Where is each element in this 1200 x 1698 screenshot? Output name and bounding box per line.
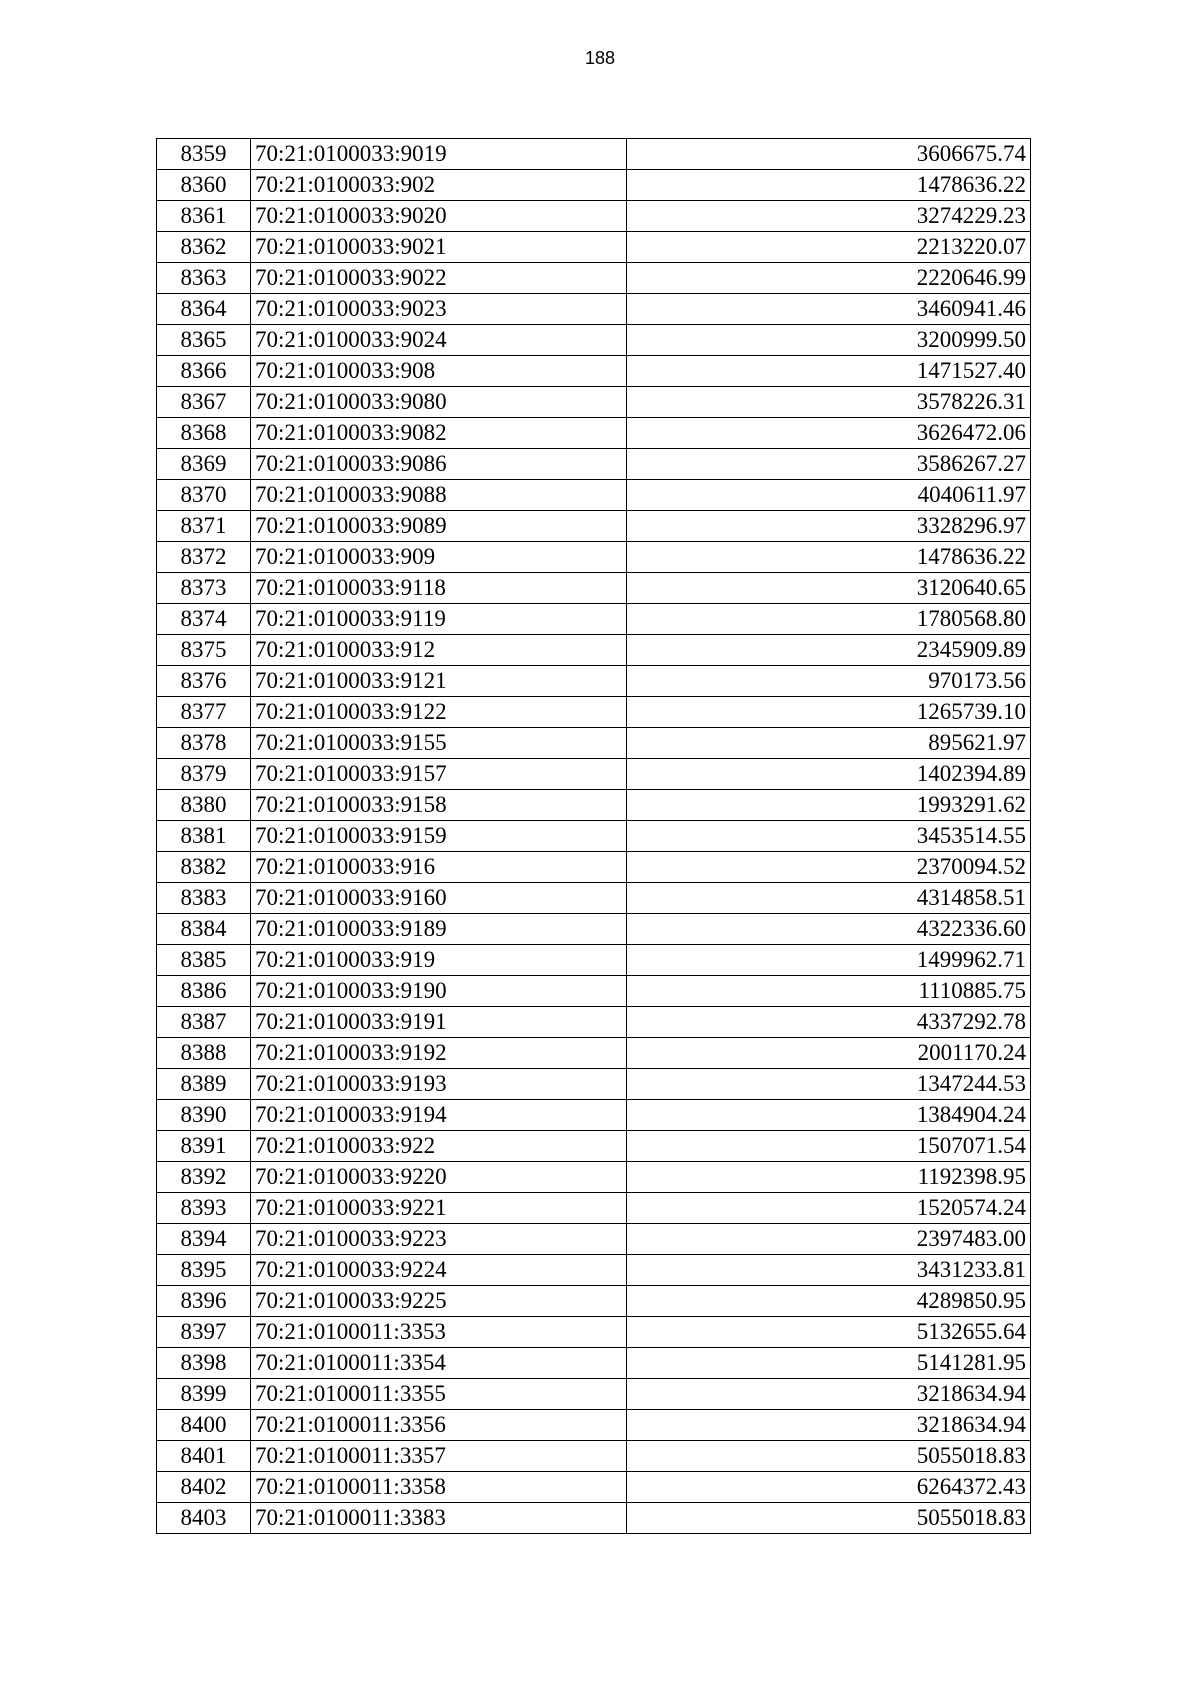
cadastral-number-cell: 70:21:0100033:9158 <box>251 790 627 821</box>
row-number-cell: 8382 <box>157 852 251 883</box>
cadastral-number-cell: 70:21:0100033:902 <box>251 170 627 201</box>
cadastral-number-cell: 70:21:0100033:9191 <box>251 1007 627 1038</box>
row-number-cell: 8369 <box>157 449 251 480</box>
row-number-cell: 8378 <box>157 728 251 759</box>
cadastral-value-cell: 1110885.75 <box>627 976 1031 1007</box>
row-number-cell: 8395 <box>157 1255 251 1286</box>
table-row <box>157 790 1031 821</box>
row-number-cell: 8380 <box>157 790 251 821</box>
row-number-cell: 8362 <box>157 232 251 263</box>
cadastral-value-cell: 4289850.95 <box>627 1286 1031 1317</box>
cadastral-value-cell: 3606675.74 <box>627 139 1031 170</box>
table-row <box>157 1069 1031 1100</box>
table-row <box>157 604 1031 635</box>
table-row <box>157 387 1031 418</box>
row-number-cell: 8387 <box>157 1007 251 1038</box>
cadastral-value-cell: 895621.97 <box>627 728 1031 759</box>
cadastral-number-cell: 70:21:0100033:9155 <box>251 728 627 759</box>
cadastral-number-cell: 70:21:0100033:922 <box>251 1131 627 1162</box>
table-row <box>157 1379 1031 1410</box>
cadastral-number-cell: 70:21:0100033:9019 <box>251 139 627 170</box>
row-number-cell: 8391 <box>157 1131 251 1162</box>
cadastral-value-table <box>156 138 1031 1534</box>
table-row <box>157 1100 1031 1131</box>
cadastral-number-cell: 70:21:0100011:3355 <box>251 1379 627 1410</box>
cadastral-number-cell: 70:21:0100033:9157 <box>251 759 627 790</box>
table-row <box>157 356 1031 387</box>
row-number-cell: 8385 <box>157 945 251 976</box>
table-row <box>157 728 1031 759</box>
cadastral-number-cell: 70:21:0100033:9224 <box>251 1255 627 1286</box>
cadastral-number-cell: 70:21:0100033:9086 <box>251 449 627 480</box>
cadastral-number-cell: 70:21:0100033:919 <box>251 945 627 976</box>
row-number-cell: 8402 <box>157 1472 251 1503</box>
cadastral-value-cell: 1384904.24 <box>627 1100 1031 1131</box>
table-row <box>157 1038 1031 1069</box>
table-row <box>157 201 1031 232</box>
row-number-cell: 8359 <box>157 139 251 170</box>
cadastral-number-cell: 70:21:0100033:9122 <box>251 697 627 728</box>
row-number-cell: 8384 <box>157 914 251 945</box>
row-number-cell: 8367 <box>157 387 251 418</box>
cadastral-value-cell: 3626472.06 <box>627 418 1031 449</box>
table-row <box>157 418 1031 449</box>
table-row <box>157 759 1031 790</box>
row-number-cell: 8394 <box>157 1224 251 1255</box>
cadastral-value-cell: 1507071.54 <box>627 1131 1031 1162</box>
row-number-cell: 8372 <box>157 542 251 573</box>
row-number-cell: 8399 <box>157 1379 251 1410</box>
cadastral-value-cell: 1499962.71 <box>627 945 1031 976</box>
cadastral-value-cell: 1347244.53 <box>627 1069 1031 1100</box>
cadastral-value-cell: 2220646.99 <box>627 263 1031 294</box>
table-row <box>157 914 1031 945</box>
table-row <box>157 1007 1031 1038</box>
row-number-cell: 8401 <box>157 1441 251 1472</box>
table-row <box>157 697 1031 728</box>
cadastral-value-cell: 1993291.62 <box>627 790 1031 821</box>
row-number-cell: 8363 <box>157 263 251 294</box>
cadastral-value-cell: 5055018.83 <box>627 1441 1031 1472</box>
cadastral-number-cell: 70:21:0100033:9193 <box>251 1069 627 1100</box>
cadastral-value-cell: 3453514.55 <box>627 821 1031 852</box>
cadastral-number-cell: 70:21:0100033:9192 <box>251 1038 627 1069</box>
row-number-cell: 8397 <box>157 1317 251 1348</box>
cadastral-number-cell: 70:21:0100033:9118 <box>251 573 627 604</box>
cadastral-number-cell: 70:21:0100033:9223 <box>251 1224 627 1255</box>
row-number-cell: 8403 <box>157 1503 251 1534</box>
row-number-cell: 8379 <box>157 759 251 790</box>
cadastral-value-cell: 1402394.89 <box>627 759 1031 790</box>
cadastral-number-cell: 70:21:0100011:3353 <box>251 1317 627 1348</box>
cadastral-number-cell: 70:21:0100033:9221 <box>251 1193 627 1224</box>
table-row <box>157 883 1031 914</box>
cadastral-number-cell: 70:21:0100033:9194 <box>251 1100 627 1131</box>
cadastral-value-cell: 4337292.78 <box>627 1007 1031 1038</box>
cadastral-value-cell: 3120640.65 <box>627 573 1031 604</box>
table-row <box>157 1441 1031 1472</box>
cadastral-value-cell: 3328296.97 <box>627 511 1031 542</box>
cadastral-number-cell: 70:21:0100033:9021 <box>251 232 627 263</box>
row-number-cell: 8396 <box>157 1286 251 1317</box>
cadastral-number-cell: 70:21:0100033:9121 <box>251 666 627 697</box>
table-row <box>157 821 1031 852</box>
row-number-cell: 8381 <box>157 821 251 852</box>
cadastral-number-cell: 70:21:0100033:9225 <box>251 1286 627 1317</box>
cadastral-value-cell: 1478636.22 <box>627 170 1031 201</box>
row-number-cell: 8376 <box>157 666 251 697</box>
cadastral-value-cell: 2001170.24 <box>627 1038 1031 1069</box>
cadastral-value-cell: 1192398.95 <box>627 1162 1031 1193</box>
table-row <box>157 1255 1031 1286</box>
cadastral-value-cell: 5132655.64 <box>627 1317 1031 1348</box>
row-number-cell: 8392 <box>157 1162 251 1193</box>
cadastral-number-cell: 70:21:0100033:9088 <box>251 480 627 511</box>
row-number-cell: 8361 <box>157 201 251 232</box>
table-row <box>157 1286 1031 1317</box>
table-row <box>157 1317 1031 1348</box>
table-row <box>157 1162 1031 1193</box>
cadastral-number-cell: 70:21:0100033:9020 <box>251 201 627 232</box>
table-row <box>157 1193 1031 1224</box>
table-row <box>157 294 1031 325</box>
cadastral-value-cell: 2345909.89 <box>627 635 1031 666</box>
cadastral-number-cell: 70:21:0100011:3357 <box>251 1441 627 1472</box>
row-number-cell: 8373 <box>157 573 251 604</box>
cadastral-value-cell: 4314858.51 <box>627 883 1031 914</box>
cadastral-number-cell: 70:21:0100033:9189 <box>251 914 627 945</box>
cadastral-number-cell: 70:21:0100033:9119 <box>251 604 627 635</box>
cadastral-value-cell: 2397483.00 <box>627 1224 1031 1255</box>
row-number-cell: 8360 <box>157 170 251 201</box>
page-number: 188 <box>584 48 616 68</box>
cadastral-value-cell: 1478636.22 <box>627 542 1031 573</box>
table-row <box>157 1348 1031 1379</box>
cadastral-value-cell: 3200999.50 <box>627 325 1031 356</box>
cadastral-number-cell: 70:21:0100033:9024 <box>251 325 627 356</box>
cadastral-number-cell: 70:21:0100011:3356 <box>251 1410 627 1441</box>
table-row <box>157 1131 1031 1162</box>
row-number-cell: 8389 <box>157 1069 251 1100</box>
row-number-cell: 8370 <box>157 480 251 511</box>
cadastral-value-cell: 4040611.97 <box>627 480 1031 511</box>
cadastral-value-cell: 2213220.07 <box>627 232 1031 263</box>
table-row <box>157 573 1031 604</box>
table-row <box>157 945 1031 976</box>
cadastral-value-cell: 3460941.46 <box>627 294 1031 325</box>
cadastral-value-cell: 1520574.24 <box>627 1193 1031 1224</box>
cadastral-number-cell: 70:21:0100033:908 <box>251 356 627 387</box>
table-row <box>157 232 1031 263</box>
cadastral-value-cell: 3586267.27 <box>627 449 1031 480</box>
cadastral-number-cell: 70:21:0100033:9089 <box>251 511 627 542</box>
cadastral-value-cell: 5141281.95 <box>627 1348 1031 1379</box>
table-row <box>157 170 1031 201</box>
cadastral-number-cell: 70:21:0100033:9160 <box>251 883 627 914</box>
row-number-cell: 8364 <box>157 294 251 325</box>
cadastral-value-cell: 3578226.31 <box>627 387 1031 418</box>
table-row <box>157 480 1031 511</box>
cadastral-number-cell: 70:21:0100011:3358 <box>251 1472 627 1503</box>
cadastral-value-cell: 3218634.94 <box>627 1410 1031 1441</box>
cadastral-number-cell: 70:21:0100033:9220 <box>251 1162 627 1193</box>
table-row <box>157 666 1031 697</box>
row-number-cell: 8375 <box>157 635 251 666</box>
table-row <box>157 542 1031 573</box>
row-number-cell: 8371 <box>157 511 251 542</box>
cadastral-value-cell: 3431233.81 <box>627 1255 1031 1286</box>
cadastral-value-cell: 1780568.80 <box>627 604 1031 635</box>
table-row <box>157 635 1031 666</box>
cadastral-number-cell: 70:21:0100033:9022 <box>251 263 627 294</box>
cadastral-number-cell: 70:21:0100033:9159 <box>251 821 627 852</box>
row-number-cell: 8388 <box>157 1038 251 1069</box>
row-number-cell: 8374 <box>157 604 251 635</box>
cadastral-number-cell: 70:21:0100033:9082 <box>251 418 627 449</box>
cadastral-number-cell: 70:21:0100033:9023 <box>251 294 627 325</box>
cadastral-value-cell: 5055018.83 <box>627 1503 1031 1534</box>
cadastral-value-cell: 4322336.60 <box>627 914 1031 945</box>
cadastral-number-cell: 70:21:0100033:9190 <box>251 976 627 1007</box>
table-row <box>157 449 1031 480</box>
table-row <box>157 1503 1031 1534</box>
cadastral-value-cell: 2370094.52 <box>627 852 1031 883</box>
table-row <box>157 1410 1031 1441</box>
table-row <box>157 1472 1031 1503</box>
row-number-cell: 8400 <box>157 1410 251 1441</box>
row-number-cell: 8366 <box>157 356 251 387</box>
row-number-cell: 8377 <box>157 697 251 728</box>
row-number-cell: 8398 <box>157 1348 251 1379</box>
cadastral-number-cell: 70:21:0100011:3383 <box>251 1503 627 1534</box>
row-number-cell: 8365 <box>157 325 251 356</box>
table-row <box>157 263 1031 294</box>
row-number-cell: 8368 <box>157 418 251 449</box>
cadastral-number-cell: 70:21:0100033:916 <box>251 852 627 883</box>
table-row <box>157 511 1031 542</box>
table-row <box>157 852 1031 883</box>
table-row <box>157 976 1031 1007</box>
cadastral-number-cell: 70:21:0100033:9080 <box>251 387 627 418</box>
row-number-cell: 8386 <box>157 976 251 1007</box>
row-number-cell: 8393 <box>157 1193 251 1224</box>
table-row <box>157 1224 1031 1255</box>
cadastral-value-cell: 1471527.40 <box>627 356 1031 387</box>
table-row <box>157 325 1031 356</box>
cadastral-number-cell: 70:21:0100033:912 <box>251 635 627 666</box>
cadastral-value-cell: 1265739.10 <box>627 697 1031 728</box>
table-row <box>157 139 1031 170</box>
cadastral-number-cell: 70:21:0100011:3354 <box>251 1348 627 1379</box>
row-number-cell: 8383 <box>157 883 251 914</box>
table-body <box>157 139 1031 1534</box>
cadastral-value-cell: 3274229.23 <box>627 201 1031 232</box>
cadastral-value-cell: 3218634.94 <box>627 1379 1031 1410</box>
row-number-cell: 8390 <box>157 1100 251 1131</box>
cadastral-value-cell: 970173.56 <box>627 666 1031 697</box>
cadastral-number-cell: 70:21:0100033:909 <box>251 542 627 573</box>
cadastral-value-cell: 6264372.43 <box>627 1472 1031 1503</box>
